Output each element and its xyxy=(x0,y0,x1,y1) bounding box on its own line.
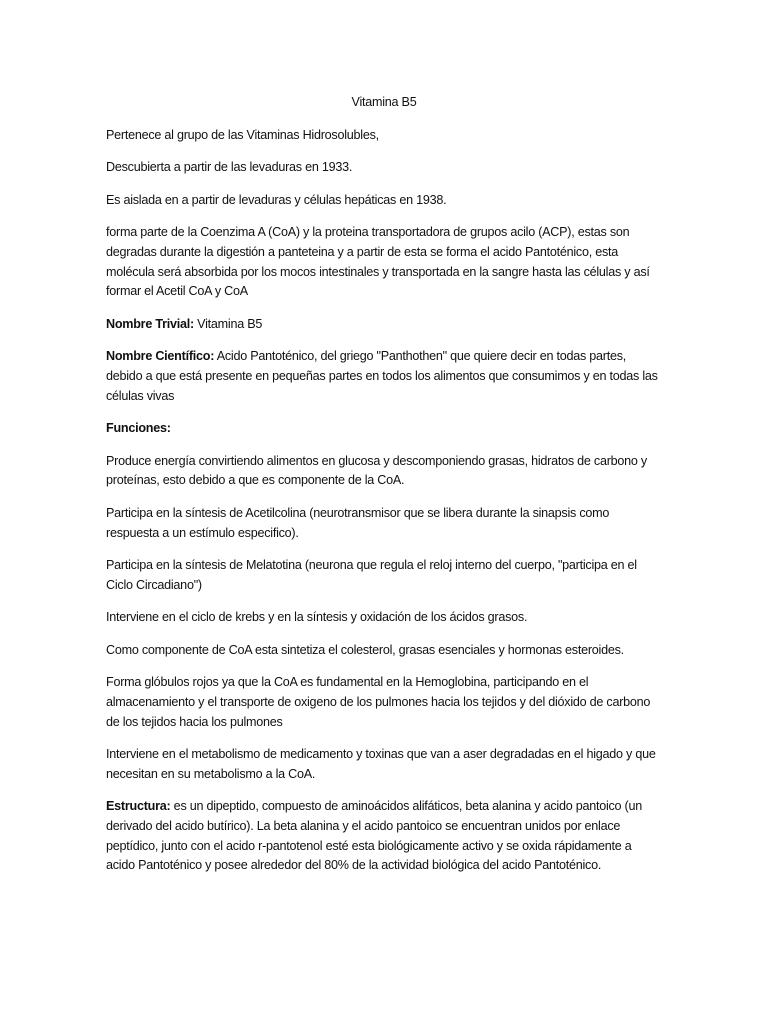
nombre-cientifico-value: Acido Pantoténico, del griego "Panthothen" que quiere decir en todas partes, debido a que está presente en pequeñas partes en todos los alimentos que consumimos y en todas las células vivas xyxy=(106,349,658,403)
paragraph-nombre-cientifico xyxy=(106,347,662,406)
funcion-metabolismo: Interviene en el metabolismo de medicamento y toxinas que van a aser degradadas en el higado y que necesitan en su metabolismo a la CoA. xyxy=(106,747,656,781)
funciones-heading-text: Funciones: xyxy=(106,421,171,436)
estructura-value: es un dipeptido, compuesto de aminoácidos alifáticos, beta alanina y acido pantoico (un derivado del acido butírico). La beta alanina y el acido pantoico se encuentran unidos por enlace peptídico, junto con el acido r-pantotenol esté esta biológicamente activo y se oxida rápidamente a acido Pantoténico y posee alrededor del 80% de la actividad biológica del acido Pantoténico. xyxy=(106,799,643,873)
nombre-trivial-value: Vitamina B5 xyxy=(193,316,263,331)
paragraph-descubierta: Descubierta a partir de las levaduras en 1933. xyxy=(106,160,353,175)
estructura-label: Estructura: xyxy=(106,799,171,814)
funcion-energia: Produce energía convirtiendo alimentos en glucosa y descomponiendo grasas, hidratos de carbono y proteínas, esto debido a que es componente de la CoA. xyxy=(106,453,647,488)
paragraph-hidrosolubles: Pertenece al grupo de las Vitaminas Hidrosolubles, xyxy=(106,127,379,142)
document-title: Vitamina B5 xyxy=(351,95,417,109)
paragraph-nombre-trivial xyxy=(106,315,662,335)
funcion-colesterol: Como componente de CoA esta sintetiza el colesterol, grasas esenciales y hormonas esteroides. xyxy=(106,642,624,657)
funcion-krebs: Interviene en el ciclo de krebs y en la síntesis y oxidación de los ácidos grasos. xyxy=(106,610,528,625)
nombre-cientifico-label: Nombre Científico: xyxy=(106,349,215,364)
funcion-acetilcolina: Participa en la síntesis de Acetilcolina (neurotransmisor que se libera durante la sinapsis como respuesta a un estímulo especifico). xyxy=(106,505,610,540)
paragraph-aislada: Es aislada en a partir de levaduras y células hepáticas en 1938. xyxy=(106,192,447,207)
paragraph-coenzima: forma parte de la Coenzima A (CoA) y la proteina transportadora de grupos acilo (ACP), estas son degradas durante la digestión a panteteina y a partir de esta se forma el acido Pantoténico, esta molécula será absorbida por los mocos intestinales y transportada en la sangre hasta las células y así formar el Acetil CoA y CoA xyxy=(106,225,650,299)
funciones-heading xyxy=(106,419,662,439)
funcion-melatonina: Participa en la síntesis de Melatotina (neurona que regula el reloj interno del cuerpo, "participa en el Ciclo Circadiano") xyxy=(106,558,637,592)
document-page xyxy=(106,93,662,889)
funcion-globulos-rojos: Forma glóbulos rojos ya que la CoA es fundamental en la Hemoglobina, participando en el almacenamiento y el transporte de oxigeno de los pulmones hacia los tejidos y del dióxido de carbono de los tejidos hacia los pulmones xyxy=(106,675,651,729)
paragraph-estructura xyxy=(106,797,662,875)
nombre-trivial-label: Nombre Trivial: xyxy=(106,316,194,331)
